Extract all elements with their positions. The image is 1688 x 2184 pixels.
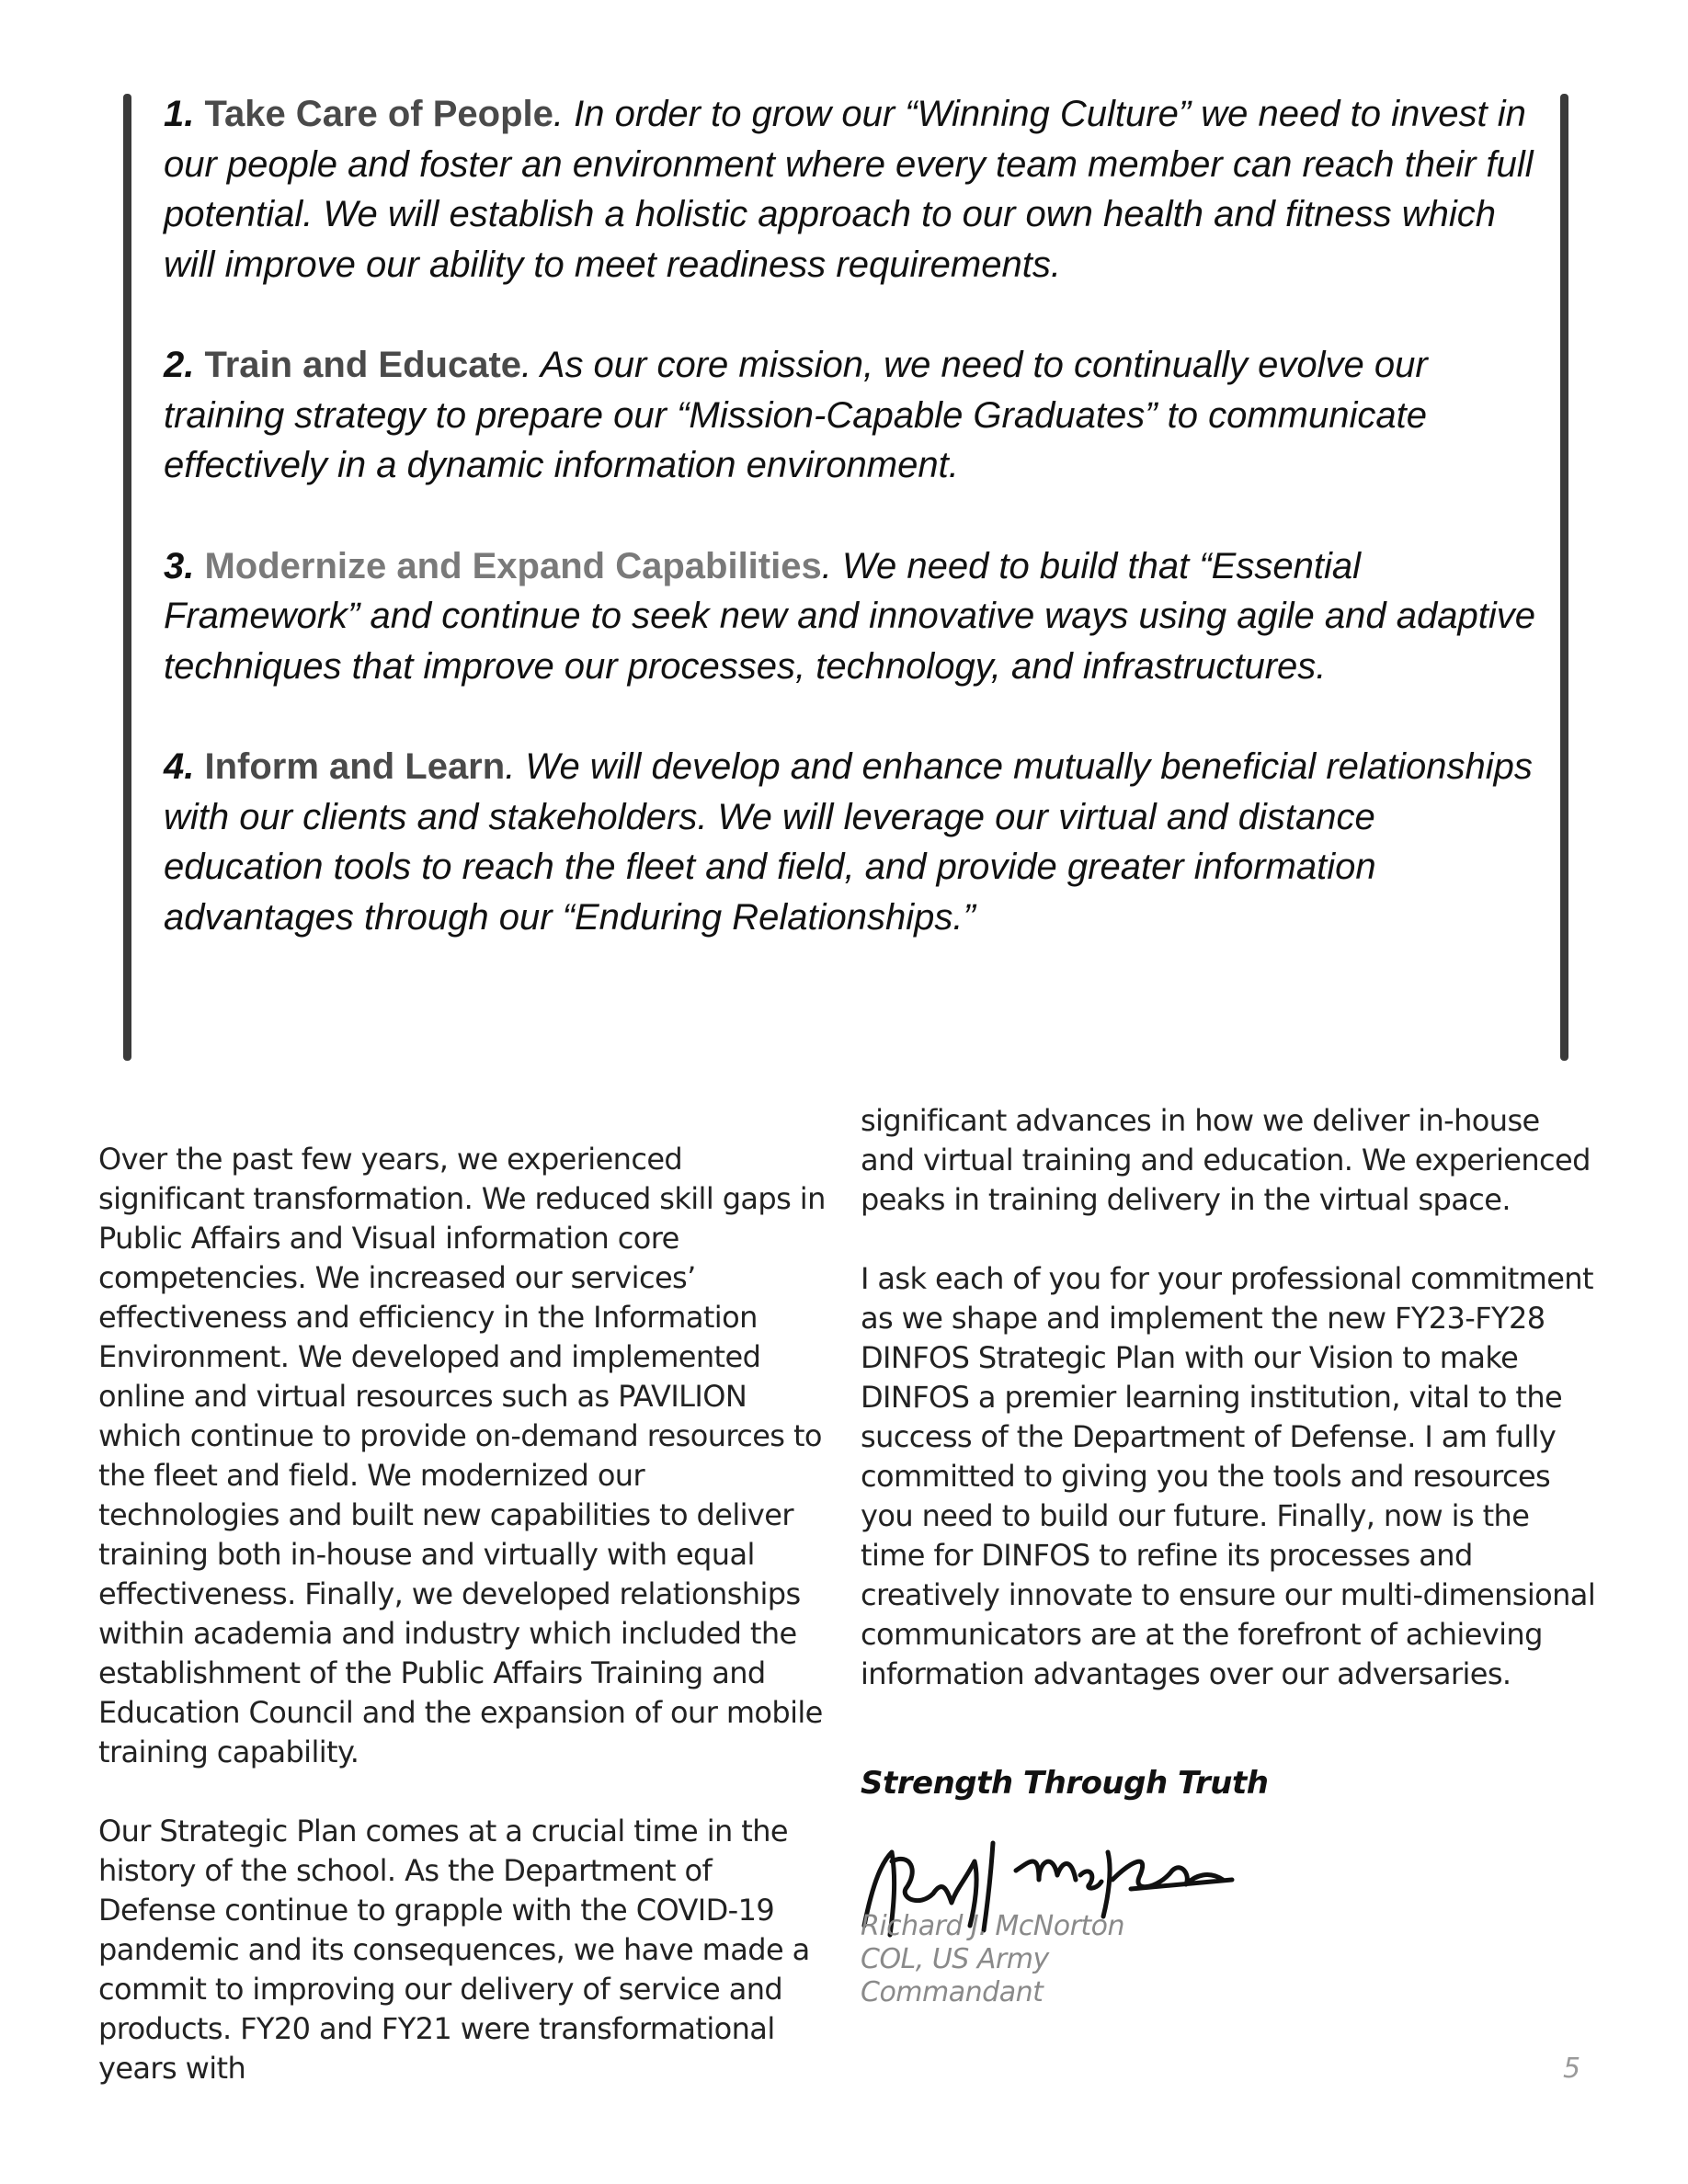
goal-text: . In order to grow our “Winning Culture” we need to invest in our people and foster an environment where every team member can reach their full potential. We will establish a holistic approach to our own health and fitness which will improve our ability to meet readiness requirements. xyxy=(164,94,1534,285)
goal-item xyxy=(164,742,1543,942)
body-paragraph: Over the past few years, we experienced significant transformation. We reduced skill gaps in Public Affairs and Visual information core competencies. We increased our services’ effectiveness and efficiency in the Information Environment. We developed and implemented online and virtual resources such as PAVILION which continue to provide on-demand resources to the fleet and field. We modernized our technologies and built new capabilities to deliver training both in-house and virtually with equal effectiveness. Finally, we developed relationships within academia and industry which included the establishment of the Public Affairs Training and Education Council and the expansion of our mobile training capability. xyxy=(98,1142,826,1769)
callout-right-bar xyxy=(1560,94,1568,1061)
callout-left-bar xyxy=(123,94,131,1061)
signer-rank: COL, US Army xyxy=(861,1943,1049,1975)
goal-number: 3. xyxy=(164,545,195,586)
goal-title: Modernize and Expand Capabilities xyxy=(204,545,822,586)
goal-number: 4. xyxy=(164,746,195,787)
body-column-right xyxy=(861,1101,1596,1734)
goal-title: Inform and Learn xyxy=(204,746,506,787)
body-column-left xyxy=(98,1140,834,2128)
page-number: 5 xyxy=(1563,2053,1581,2085)
signer-name: Richard J. McNorton xyxy=(861,1910,1125,1942)
goal-item xyxy=(164,340,1543,491)
body-paragraph: significant advances in how we deliver in-house and virtual training and education. We experienced peaks in training delivery in the virtual space. xyxy=(861,1103,1591,1217)
signature-block xyxy=(861,1910,1124,2009)
goal-title: Take Care of People xyxy=(204,94,553,134)
goal-text: . As our core mission, we need to continually evolve our training strategy to prepare our “Mission-Capable Graduates” to communicate effectively in a dynamic information environment. xyxy=(164,345,1428,485)
goal-text: . We will develop and enhance mutually beneficial relationships with our clients and stakeholders. We will leverage our virtual and distance education tools to reach the fleet and field, and provide greater information advantages through our “Enduring Relationships.” xyxy=(164,746,1533,938)
goal-title: Train and Educate xyxy=(204,345,522,385)
goal-number: 2. xyxy=(164,345,195,385)
body-paragraph: Our Strategic Plan comes at a crucial time in the history of the school. As the Department of Defense continue to grapple with the COVID-19 pandemic and its consequences, we have made a commit to improving our delivery of service and products. FY20 and FY21 were transformational years with xyxy=(98,1814,810,2086)
goal-item xyxy=(164,89,1543,290)
body-paragraph: I ask each of you for your professional commitment as we shape and implement the new FY23-FY28 DINFOS Strategic Plan with our Vision to make DINFOS a premier learning institution, vital to the success of the Department of Defense. I am fully committed to giving you the tools and resources you need to build our future. Finally, now is the time for DINFOS to refine its processes and creatively innovate to ensure our multi-dimensional communicators are at the forefront of achieving information advantages over our adversaries. xyxy=(861,1261,1596,1691)
goal-number: 1. xyxy=(164,94,195,134)
goal-item xyxy=(164,541,1543,692)
goal-text: . We need to build that “Essential Framework” and continue to seek new and innovative ways using agile and adaptive techniques that improve our processes, technology, and infrastructures. xyxy=(164,545,1535,687)
signer-role: Commandant xyxy=(861,1976,1044,2008)
strategic-goals-callout xyxy=(164,89,1543,993)
motto: Strength Through Truth xyxy=(861,1765,1269,1802)
